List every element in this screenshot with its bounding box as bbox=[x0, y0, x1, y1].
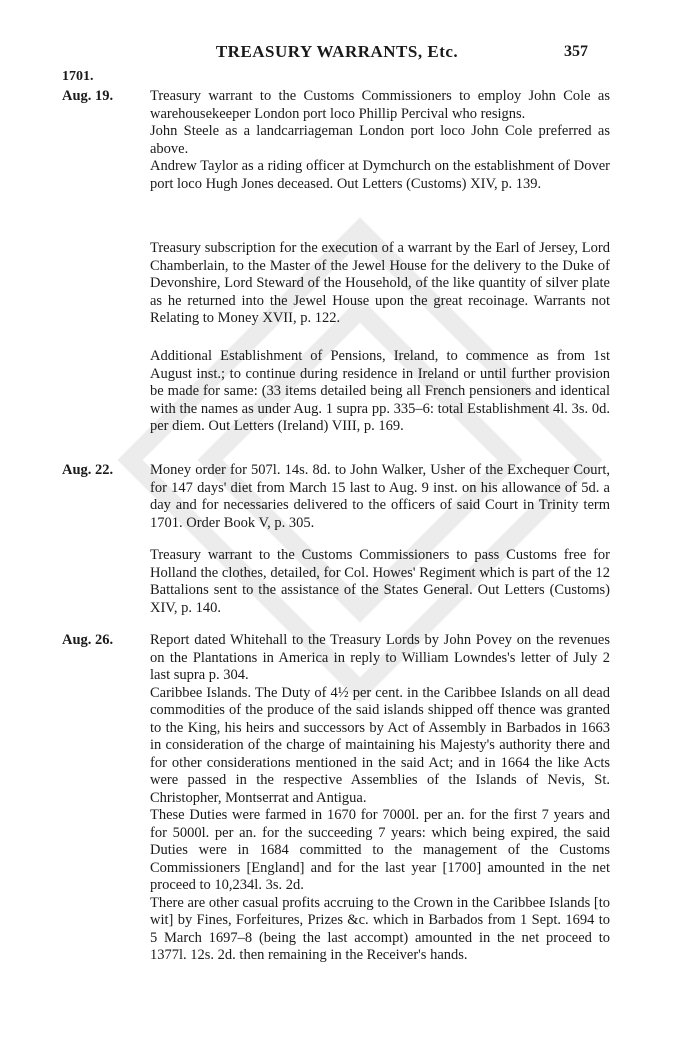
entry-body bbox=[150, 462, 610, 532]
page-header bbox=[0, 40, 674, 66]
entry-body bbox=[150, 632, 610, 965]
running-title: TREASURY WARRANTS, Etc. bbox=[215, 42, 459, 61]
entry-paragraph: Caribbee Islands. The Duty of 4½ per cent. in the Caribbee Islands on all dead commodities of the produce of the said islands shipped off thence was granted to the King, his heirs and successors by Act of Assembly in Barbados in 1663 in consideration of the charge of maintaining his Majesty's authority there and for other considerations mentioned in the said Act; and in 1664 the like Acts were passed in the respective Assemblies of the Islands of Nevis, St. Christopher, Montserrat and Antigua. bbox=[150, 684, 610, 806]
entry-paragraph: Money order for 507l. 14s. 8d. to John Walker, Usher of the Exchequer Court, for 147 days' diet from March 15 last to Aug. 9 inst. on his allowance of 5d. a day and for necessaries delivered to the officers of said Court in Trinity term 1701. Order Book V, p. 305. bbox=[150, 462, 610, 531]
entry-paragraph: Treasury subscription for the execution of a warrant by the Earl of Jersey, Lord Chamberlain, to the Master of the Jewel House for the delivery to the Duke of Devonshire, Lord Steward of the Household, of the like quantity of silver plate as he returned into the Jewel House upon the great recoinage. Warrants not Relating to Money XVII, p. 122. bbox=[150, 240, 610, 326]
entry-paragraph: There are other casual profits accruing to the Crown in the Caribbee Islands [to wit] by Fines, Forfeitures, Prizes &c. which in Barbados from 1 Sept. 1694 to 5 March 1697–8 (being the last accompt) amounted in the net proceed to 1377l. 12s. 2d. then remaining in the Receiver's hands. bbox=[150, 894, 610, 963]
entry-date: Aug. 22. bbox=[62, 462, 114, 478]
entry-body bbox=[150, 547, 610, 617]
year-label: 1701. bbox=[62, 69, 94, 84]
entry-body bbox=[150, 348, 610, 436]
entry-paragraph: Treasury warrant to the Customs Commissioners to pass Customs free for Holland the clothes, detailed, for Col. Howes' Regiment which is part of the 12 Battalions sent to the assistance of the States General. Out Letters (Customs) XIV, p. 140. bbox=[150, 547, 610, 616]
entry-paragraph: Additional Establishment of Pensions, Ireland, to commence as from 1st August inst.; to continue during residence in Ireland or until further provision be made for same: (33 items detailed being all French pensioners and identical with the names as under Aug. 1 supra pp. 335–6: total Establishment 4l. 3s. 0d. per diem. Out Letters (Ireland) VIII, p. 169. bbox=[150, 348, 610, 434]
entry-date: Aug. 26. bbox=[62, 632, 114, 648]
entry-body bbox=[150, 240, 610, 328]
entry-paragraph: Report dated Whitehall to the Treasury Lords by John Povey on the revenues on the Plantations in America in reply to William Lowndes's letter of July 2 last supra p. 304. bbox=[150, 632, 610, 683]
entry-paragraph: Andrew Taylor as a riding officer at Dymchurch on the establishment of Dover port loco Hugh Jones deceased. Out Letters (Customs) XIV, p. 139. bbox=[150, 158, 610, 192]
entry-body bbox=[150, 88, 610, 193]
entry-paragraph: Treasury warrant to the Customs Commissioners to employ John Cole as warehousekeeper London port loco Phillip Percival who resigns. bbox=[150, 88, 610, 122]
entry-paragraph: John Steele as a landcarriageman London port loco John Cole preferred as above. bbox=[150, 123, 610, 157]
entry-date: Aug. 19. bbox=[62, 88, 114, 104]
page-number: 357 bbox=[564, 43, 588, 60]
entry-paragraph: These Duties were farmed in 1670 for 7000l. per an. for the first 7 years and for 5000l. per an. for the succeeding 7 years: which being expired, the said Duties were in 1684 committed to the management of the Customs Commissioners [England] and for the last year [1700] amounted in the net proceed to 10,234l. 3s. 2d. bbox=[150, 807, 610, 893]
